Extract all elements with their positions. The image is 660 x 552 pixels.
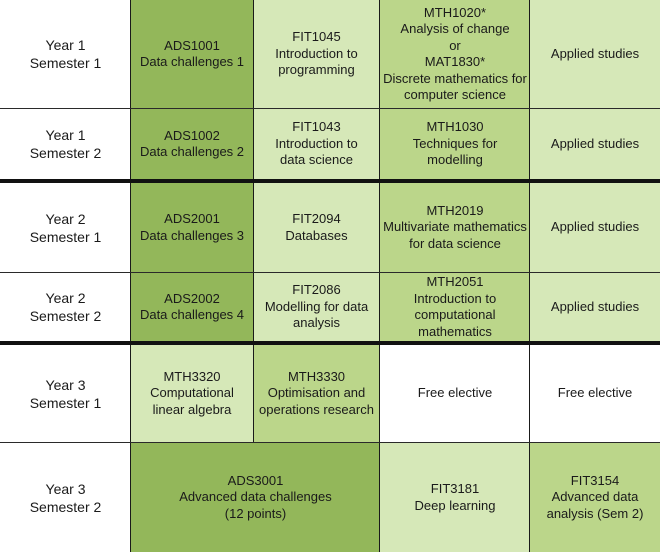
unit-cell-free-elective: Free elective [530,345,660,442]
unit-cell-mth1030: MTH1030 Techniques for modelling [380,109,530,179]
unit-cell-ads3001: ADS3001 Advanced data challenges (12 points) [131,443,380,552]
unit-cell-applied-studies: Applied studies [530,0,660,108]
unit-cell-fit2086: FIT2086 Modelling for data analysis [253,273,380,341]
row-divider [0,442,660,443]
row-label-year3-sem2: Year 3 Semester 2 [0,443,131,552]
unit-cell-fit1045: FIT1045 Introduction to programming [253,0,380,108]
unit-cell-fit2094: FIT2094 Databases [253,183,380,272]
unit-cell-applied-studies: Applied studies [530,109,660,179]
unit-cell-fit3181: FIT3181 Deep learning [380,443,530,552]
row-divider [0,272,660,273]
unit-cell-mth3330: MTH3330 Optimisation and operations research [253,345,380,442]
unit-cell-applied-studies: Applied studies [530,273,660,341]
row-label-year3-sem1: Year 3 Semester 1 [0,345,131,442]
row-label-year2-sem2: Year 2 Semester 2 [0,273,131,341]
row-label-year1-sem1: Year 1 Semester 1 [0,0,131,108]
row-label-year2-sem1: Year 2 Semester 1 [0,183,131,272]
unit-cell-ads2002: ADS2002 Data challenges 4 [131,273,253,341]
year-divider [0,341,660,345]
unit-cell-ads2001: ADS2001 Data challenges 3 [131,183,253,272]
column-divider [253,0,254,443]
row-divider [0,108,660,109]
column-divider [379,0,380,552]
row-label-year1-sem2: Year 1 Semester 2 [0,109,131,179]
unit-cell-mth2051: MTH2051 Introduction to computational mathematics [380,273,530,341]
unit-cell-fit3154: FIT3154 Advanced data analysis (Sem 2) [530,443,660,552]
column-divider [529,0,530,552]
unit-cell-mth2019: MTH2019 Multivariate mathematics for data science [380,183,530,272]
unit-cell-mth3320: MTH3320 Computational linear algebra [131,345,253,442]
year-divider [0,179,660,183]
unit-cell-mth1020-mat1830: MTH1020* Analysis of change or MAT1830* Discrete mathematics for computer science [380,0,530,108]
unit-cell-ads1001: ADS1001 Data challenges 1 [131,0,253,108]
unit-cell-ads1002: ADS1002 Data challenges 2 [131,109,253,179]
unit-cell-free-elective: Free elective [380,345,530,442]
unit-cell-applied-studies: Applied studies [530,183,660,272]
column-divider [130,0,131,552]
unit-cell-fit1043: FIT1043 Introduction to data science [253,109,380,179]
